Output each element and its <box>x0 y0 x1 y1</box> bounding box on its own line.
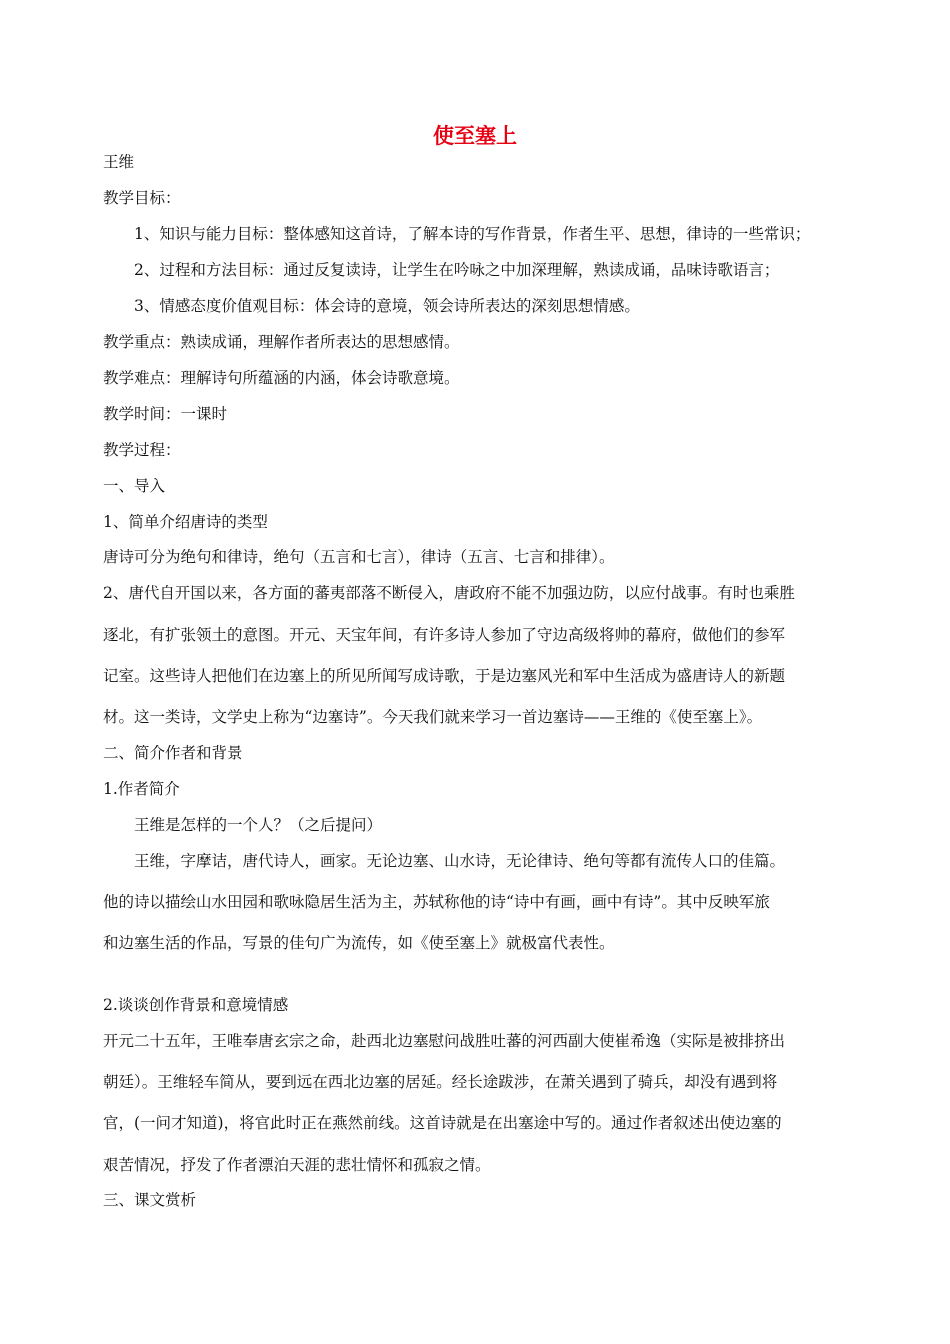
section-2-1-heading: 1.作者简介 <box>103 780 180 798</box>
goals-heading: 教学目标： <box>103 189 181 207</box>
goal-item-1: 1、知识与能力目标：整体感知这首诗，了解本诗的写作背景，作者生平、思想，律诗的一些常识； <box>134 225 811 243</box>
section-2-1-question: 王维是怎样的一个人？（之后提问） <box>134 816 383 834</box>
goal-item-3: 3、情感态度价值观目标：体会诗的意境，领会诗所表达的深刻思想情感。 <box>134 297 640 315</box>
time-line: 教学时间：一课时 <box>103 405 228 423</box>
paragraph-line: 他的诗以描绘山水田园和歌咏隐居生活为主，苏轼称他的诗“诗中有画，画中有诗”。其中反映军旅 <box>103 893 770 911</box>
paragraph-line: 开元二十五年，王唯奉唐玄宗之命，赴西北边塞慰问战胜吐蕃的河西副大使崔希逸（实际是被排挤出 <box>103 1032 786 1050</box>
section-2-heading: 二、简介作者和背景 <box>103 744 243 762</box>
author-line: 王维 <box>103 153 135 171</box>
paragraph-line: 2、唐代自开国以来，各方面的蕃夷部落不断侵入，唐政府不能不加强边防，以应付战事。有时也乘胜 <box>103 584 795 602</box>
paragraph-line: 艰苦情况，抒发了作者漂泊天涯的悲壮情怀和孤寂之情。 <box>103 1156 491 1174</box>
document-title: 使至塞上 <box>433 124 517 148</box>
paragraph-line: 王维，字摩诘，唐代诗人，画家。无论边塞、山水诗，无论律诗、绝句等都有流传人口的佳篇。 <box>134 852 786 870</box>
section-1-heading: 一、导入 <box>103 477 166 495</box>
section-1-1-text: 唐诗可分为绝句和律诗，绝句（五言和七言），律诗（五言、七言和排律）。 <box>103 548 615 566</box>
key-points-line: 教学重点：熟读成诵，理解作者所表达的思想感情。 <box>103 333 460 351</box>
section-3-heading: 三、课文赏析 <box>103 1191 197 1209</box>
paragraph-line: 材。这一类诗，文学史上称为“边塞诗”。今天我们就来学习一首边塞诗——王维的《使至塞上》。 <box>103 708 763 726</box>
paragraph-line: 朝廷）。王维轻车简从，要到远在西北边塞的居延。经长途跋涉，在萧关遇到了骑兵，却没有遇到将 <box>103 1073 778 1091</box>
section-1-1-heading: 1、简单介绍唐诗的类型 <box>103 513 268 531</box>
goal-item-2: 2、过程和方法目标：通过反复读诗，让学生在吟咏之中加深理解，熟读成诵，品味诗歌语言； <box>134 261 780 279</box>
paragraph-line: 记室。这些诗人把他们在边塞上的所见所闻写成诗歌，于是边塞风光和军中生活成为盛唐诗人的新题 <box>103 667 786 685</box>
paragraph-line: 官，(一问才知道)，将官此时正在燕然前线。这首诗就是在出塞途中写的。通过作者叙述出使边塞的 <box>103 1114 782 1132</box>
paragraph-line: 和边塞生活的作品，写景的佳句广为流传，如《使至塞上》就极富代表性。 <box>103 934 615 952</box>
difficulties-line: 教学难点：理解诗句所蕴涵的内涵，体会诗歌意境。 <box>103 369 460 387</box>
process-heading: 教学过程： <box>103 441 181 459</box>
paragraph-line: 逐北，有扩张领土的意图。开元、天宝年间，有许多诗人参加了守边高级将帅的幕府，做他们的参军 <box>103 626 786 644</box>
section-2-2-heading: 2.谈谈创作背景和意境情感 <box>103 996 289 1014</box>
